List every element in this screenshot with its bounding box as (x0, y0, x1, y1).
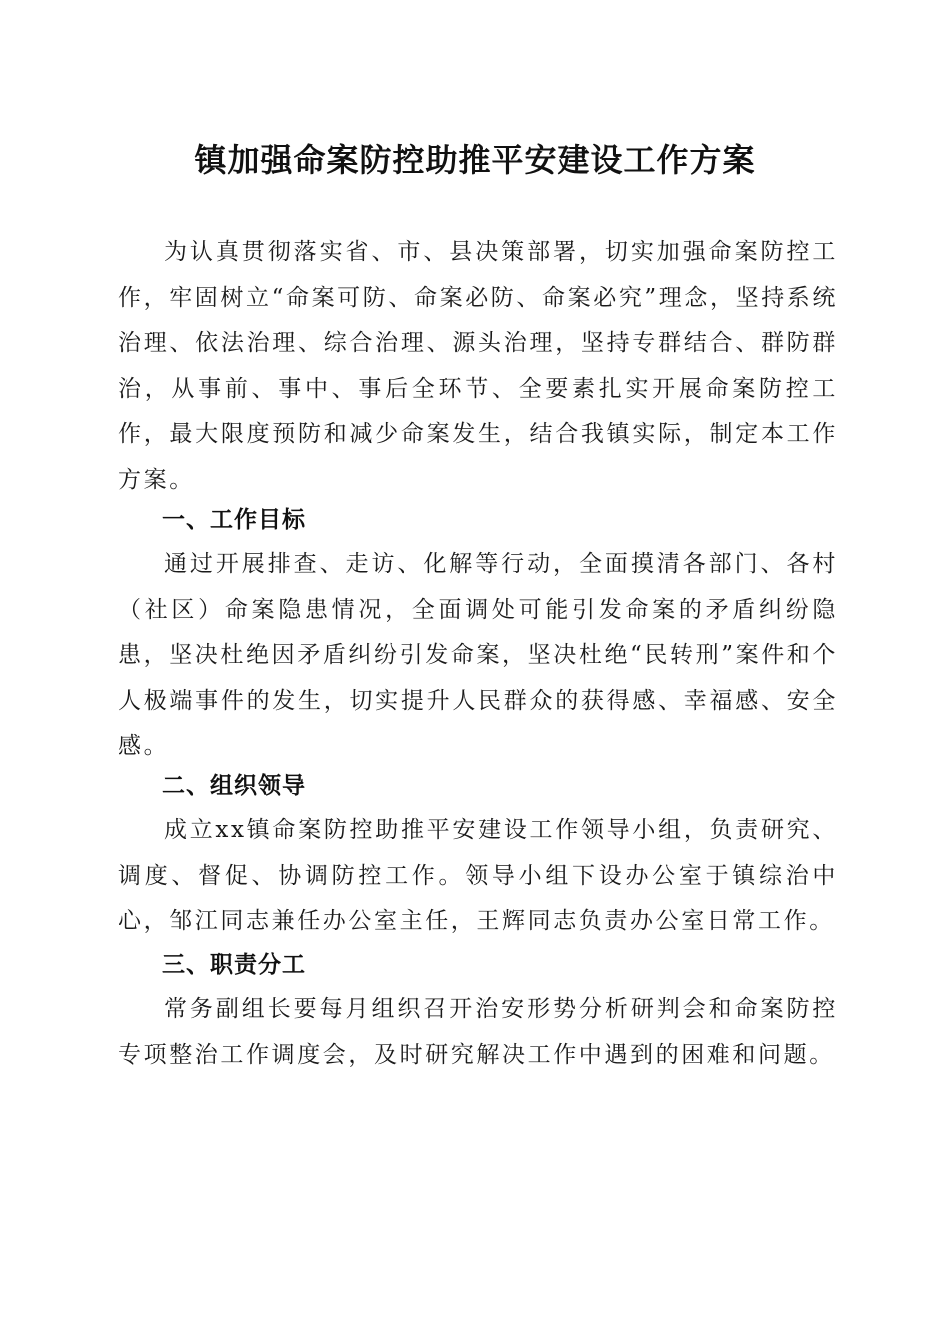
section-heading-leadership: 二、组织领导 (162, 773, 306, 799)
section-heading-responsibilities: 三、职责分工 (162, 952, 306, 978)
document-title: 镇加强命案防控助推平安建设工作方案 (194, 141, 756, 179)
intro-paragraph: 为认真贯彻落实省、市、县决策部署，切实加强命案防控工作，牢固树立“命案可防、命案必防、命案必究”理念，坚持系统治理、依法治理、综合治理、源头治理，坚持专群结合、群防群治，从事前、事中、事后全环节、全要素扎实开展命案防控工作，最大限度预防和减少命案发生，结合我镇实际，制定本工作方案。 (118, 239, 838, 493)
section-paragraph-responsibilities: 常务副组长要每月组织召开治安形势分析研判会和命案防控专项整治工作调度会，及时研究解决工作中遇到的困难和问题。 (118, 996, 838, 1068)
section-paragraph-goals: 通过开展排查、走访、化解等行动，全面摸清各部门、各村（社区）命案隐患情况，全面调处可能引发命案的矛盾纠纷隐患，坚决杜绝因矛盾纠纷引发命案，坚决杜绝“民转刑”案件和个人极端事件的发生，切实提升人民群众的获得感、幸福感、安全感。 (118, 551, 838, 759)
section-heading-goals: 一、工作目标 (162, 507, 306, 533)
section-paragraph-leadership: 成立xx镇命案防控助推平安建设工作领导小组，负责研究、调度、督促、协调防控工作。领导小组下设办公室于镇综治中心，邹江同志兼任办公室主任，王辉同志负责办公室日常工作。 (118, 817, 838, 934)
